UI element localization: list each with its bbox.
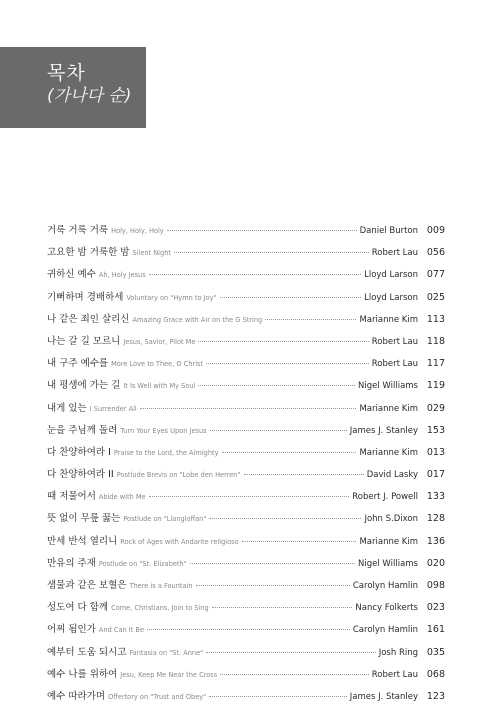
dot-leader bbox=[209, 518, 361, 519]
english-title: Postlude on "Llangloffan" bbox=[123, 515, 207, 524]
toc-header bbox=[0, 47, 146, 128]
arranger-name: Robert Lau bbox=[371, 359, 418, 370]
page-subtitle: (가나다 순) bbox=[47, 86, 132, 106]
dot-leader bbox=[210, 430, 347, 431]
page-number: 023 bbox=[426, 602, 445, 614]
page-number: 098 bbox=[426, 580, 445, 591]
toc-entry[interactable] bbox=[47, 644, 445, 666]
english-title: Fantasia on "St. Anne" bbox=[129, 648, 204, 657]
arranger-name: Nigel Williams bbox=[358, 381, 418, 392]
dot-leader bbox=[198, 385, 355, 386]
toc-entry[interactable] bbox=[47, 577, 445, 599]
korean-title: 때 저물어서 bbox=[47, 491, 96, 503]
dot-leader bbox=[220, 297, 362, 298]
page-number: 123 bbox=[426, 690, 445, 702]
toc-entry[interactable] bbox=[47, 444, 445, 466]
english-title: Postlude on "St. Elizabeth" bbox=[98, 559, 187, 568]
arranger-name: Josh Ring bbox=[378, 647, 418, 658]
korean-title: 나는 갈 길 모르니 bbox=[47, 335, 121, 347]
korean-title: 만세 반석 열리니 bbox=[47, 535, 118, 547]
arranger-name: Marianne Kim bbox=[359, 536, 418, 547]
arranger-name: Nancy Folkerts bbox=[355, 603, 418, 614]
page-number: 025 bbox=[426, 291, 445, 303]
toc-entry[interactable] bbox=[47, 533, 445, 555]
page-number: 013 bbox=[426, 446, 445, 458]
arranger-name: Nigel Williams bbox=[358, 558, 418, 569]
english-title: And Can It Be bbox=[98, 626, 145, 635]
english-title: Postlude Brevis on "Lobe den Herren" bbox=[116, 471, 241, 480]
dot-leader bbox=[242, 541, 357, 542]
page-number: 056 bbox=[426, 247, 445, 259]
korean-title: 고요한 밤 거룩한 밤 bbox=[47, 247, 130, 259]
dot-leader bbox=[212, 607, 353, 608]
korean-title: 샘물과 같은 보혈은 bbox=[47, 580, 127, 591]
dot-leader bbox=[140, 408, 357, 409]
toc-entry[interactable] bbox=[47, 289, 445, 311]
dot-leader bbox=[149, 496, 350, 497]
arranger-name: Lloyd Larson bbox=[364, 292, 418, 303]
dot-leader bbox=[198, 341, 368, 342]
english-title: Turn Your Eyes Upon Jesus bbox=[120, 426, 207, 435]
toc-entry[interactable] bbox=[47, 422, 445, 444]
dot-leader bbox=[206, 652, 376, 653]
toc-entry[interactable] bbox=[47, 666, 445, 688]
arranger-name: Robert Lau bbox=[371, 248, 418, 259]
korean-title: 거룩 거룩 거룩 bbox=[47, 225, 109, 236]
page-number: 020 bbox=[426, 557, 445, 569]
english-title: There is a Fountain bbox=[129, 582, 193, 590]
dot-leader bbox=[220, 674, 369, 675]
dot-leader bbox=[167, 230, 357, 231]
dot-leader bbox=[174, 252, 369, 253]
korean-title: 다 찬양하여라 I bbox=[47, 446, 111, 458]
english-title: More Love to Thee, O Christ bbox=[111, 360, 204, 369]
english-title: Jesus, Savior, Pilot Me bbox=[123, 337, 196, 346]
toc-entry[interactable] bbox=[47, 466, 445, 488]
toc-entry[interactable] bbox=[47, 333, 445, 355]
page-number: 128 bbox=[426, 513, 445, 525]
page-number: 136 bbox=[426, 535, 445, 547]
dot-leader bbox=[147, 629, 350, 630]
korean-title: 성도여 다 함께 bbox=[47, 602, 109, 614]
english-title: Ah, Holy Jesus bbox=[98, 271, 146, 280]
korean-title: 내 구주 예수를 bbox=[47, 358, 109, 370]
page-number: 118 bbox=[426, 335, 445, 347]
toc-entry[interactable] bbox=[47, 244, 445, 266]
dot-leader bbox=[206, 363, 369, 364]
arranger-name: Marianne Kim bbox=[359, 403, 418, 414]
arranger-name: Robert J. Powell bbox=[352, 492, 418, 503]
page-number: 161 bbox=[426, 624, 445, 636]
korean-title: 기뻐하며 경배하세 bbox=[47, 291, 124, 303]
english-title: Offertory on "Trust and Obey" bbox=[108, 692, 207, 701]
toc-entry[interactable] bbox=[47, 400, 445, 422]
korean-title: 예부터 도움 되시고 bbox=[47, 646, 127, 658]
arranger-name: James J. Stanley bbox=[349, 691, 418, 702]
arranger-name: Lloyd Larson bbox=[364, 270, 418, 281]
arranger-name: Robert Lau bbox=[371, 336, 418, 347]
korean-title: 어찌 됨인가 bbox=[47, 624, 96, 636]
toc-entry[interactable] bbox=[47, 510, 445, 532]
dot-leader bbox=[196, 585, 350, 586]
page-number: 068 bbox=[426, 668, 445, 680]
page-number: 133 bbox=[426, 491, 445, 503]
page-number: 035 bbox=[426, 646, 445, 658]
toc-entry[interactable] bbox=[47, 222, 445, 244]
page-number: 009 bbox=[426, 225, 445, 236]
page-number: 029 bbox=[426, 402, 445, 414]
korean-title: 귀하신 예수 bbox=[47, 269, 96, 281]
dot-leader bbox=[265, 319, 356, 320]
arranger-name: Carolyn Hamlin bbox=[352, 625, 418, 636]
page-title: 목차 bbox=[47, 62, 86, 84]
dot-leader bbox=[149, 274, 361, 275]
korean-title: 눈을 주님께 돌려 bbox=[47, 424, 118, 436]
page-number: 119 bbox=[426, 380, 445, 392]
english-title: Jesu, Keep Me Near the Cross bbox=[120, 670, 218, 679]
english-title: Voluntary on "Hymn to Joy" bbox=[126, 293, 217, 302]
english-title: Rock of Ages with Andante religioso bbox=[120, 537, 239, 546]
toc-entry[interactable] bbox=[47, 488, 445, 510]
arranger-name: Daniel Burton bbox=[359, 226, 418, 236]
english-title: Praise to the Lord, the Almighty bbox=[113, 448, 219, 457]
page-number: 017 bbox=[426, 469, 445, 481]
toc-entry[interactable] bbox=[47, 599, 445, 621]
arranger-name: John S.Dixon bbox=[364, 514, 418, 525]
korean-title: 예수 나를 위하여 bbox=[47, 668, 118, 680]
toc-entry[interactable] bbox=[47, 311, 445, 333]
dot-leader bbox=[190, 563, 355, 564]
arranger-name: Robert Lau bbox=[371, 669, 418, 680]
toc-entry[interactable] bbox=[47, 355, 445, 377]
english-title: Come, Christians, Join to Sing bbox=[111, 604, 209, 613]
toc-entry[interactable] bbox=[47, 555, 445, 577]
korean-title: 만유의 주재 bbox=[47, 557, 96, 569]
table-of-contents bbox=[47, 222, 445, 710]
english-title: Silent Night bbox=[132, 249, 171, 258]
toc-entry[interactable] bbox=[47, 621, 445, 643]
toc-entry[interactable] bbox=[47, 377, 445, 399]
english-title: Amazing Grace with Air on the G String bbox=[132, 315, 263, 324]
arranger-name: David Lasky bbox=[366, 470, 418, 481]
dot-leader bbox=[209, 696, 347, 697]
english-title: I Surrender All bbox=[89, 404, 137, 413]
korean-title: 예수 따라가며 bbox=[47, 690, 106, 702]
page-number: 077 bbox=[426, 269, 445, 281]
toc-entry[interactable] bbox=[47, 266, 445, 288]
arranger-name: Carolyn Hamlin bbox=[352, 581, 418, 591]
dot-leader bbox=[222, 452, 357, 453]
english-title: Abide with Me bbox=[98, 493, 146, 502]
korean-title: 나 같은 죄인 살리신 bbox=[47, 313, 130, 325]
korean-title: 내 평생에 가는 길 bbox=[47, 380, 121, 392]
page-number: 153 bbox=[426, 424, 445, 436]
korean-title: 내게 있는 bbox=[47, 402, 87, 414]
korean-title: 다 찬양하여라 II bbox=[47, 469, 114, 481]
page-number: 117 bbox=[426, 358, 445, 370]
english-title: It Is Well with My Soul bbox=[123, 382, 196, 391]
page-number: 113 bbox=[426, 313, 445, 325]
english-title: Holy, Holy, Holy bbox=[111, 227, 164, 235]
dot-leader bbox=[244, 474, 364, 475]
korean-title: 뜻 없이 무릎 꿇는 bbox=[47, 513, 121, 525]
arranger-name: Marianne Kim bbox=[359, 314, 418, 325]
arranger-name: Marianne Kim bbox=[359, 447, 418, 458]
arranger-name: James J. Stanley bbox=[349, 425, 418, 436]
